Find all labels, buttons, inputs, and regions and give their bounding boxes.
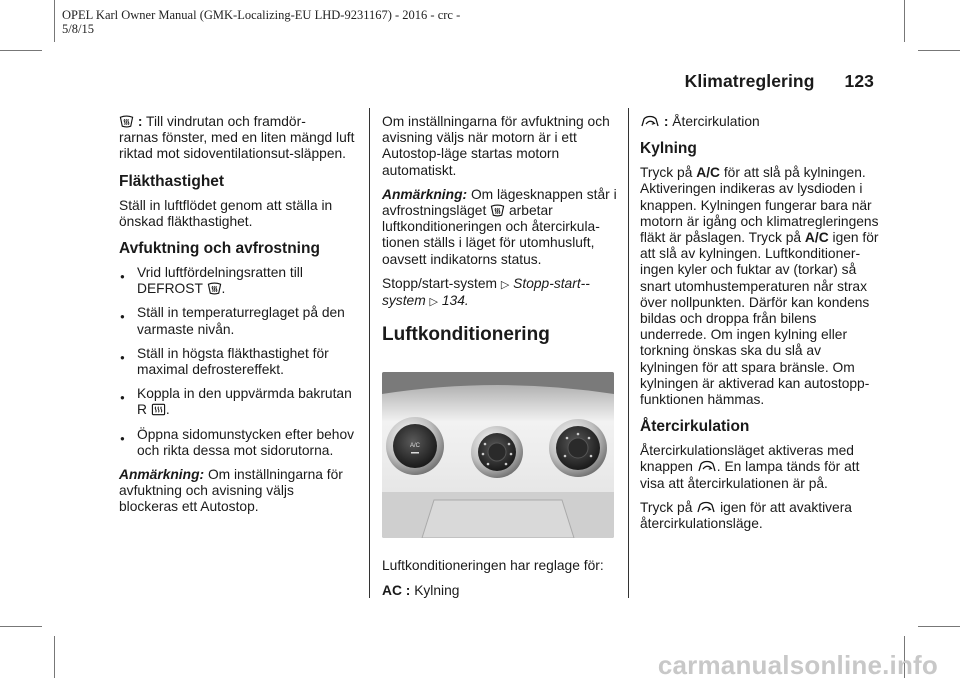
bullet: ● (120, 393, 125, 403)
recirc-text-a: Återcirkulationsläget aktiveras med knappen (640, 443, 854, 475)
crop-mark (918, 626, 960, 627)
photo-caption: Luftkonditioneringen har reglage för: (382, 558, 604, 573)
defrost-heading: Avfuktning och avfrostning (119, 240, 320, 258)
bullet-text-5: Öppna sidomunstycken efter behov och rikta dessa mot sidorutorna. (137, 426, 355, 458)
bullet: ● (120, 352, 125, 362)
list-item (119, 346, 355, 378)
fan-speed-heading: Fläkthastighet (119, 172, 225, 190)
cooling-text-2: för att slå på kylningen. Aktiveringen indikeras av lysdioden i knappen. Kylningen fungerar bara när motorn är igång och klimatregleringens fläkt är påslagen. Tryck på (640, 165, 879, 246)
recirculation-icon (696, 501, 716, 515)
ac-label: AC : (382, 583, 411, 599)
meta-line-1: OPEL Karl Owner Manual (GMK-Localizing-EU LHD-9231167) - 2016 - crc - (62, 8, 461, 22)
note-label: Anmärkning: (382, 186, 468, 202)
rear-window-heater-icon (151, 402, 166, 417)
cooling-paragraph (640, 165, 880, 408)
page-number: 123 (844, 71, 874, 91)
ac-key: A/C (696, 165, 720, 181)
crop-mark (54, 0, 55, 42)
climate-panel-illustration (382, 372, 614, 538)
note-text-b: arbetar luftkonditioneringen och återcirkula-tionen ställs i läget för utomhusluft, oavsett indikatorns status. (382, 203, 600, 267)
windscreen-paragraph: : Till vindrutan och framdör- rarnas fönster, med en liten mängd luft riktad mot sidoventilationsut-släppen. (119, 114, 355, 162)
windscreen-defrost-icon (119, 114, 134, 129)
note-paragraph (119, 467, 355, 516)
arrow-icon: ▷ (500, 278, 510, 291)
windscreen-desc-rest: rarnas fönster, med en liten mängd luft riktad mot sidoventilationsut-släppen. (119, 130, 355, 162)
bullet: ● (120, 433, 125, 443)
recirculation-off-paragraph (640, 500, 880, 532)
crop-mark (918, 50, 960, 51)
crop-mark (0, 50, 42, 51)
cooling-heading: Kylning (640, 140, 697, 158)
stop-start-link[interactable]: Stopp-start--system (382, 275, 590, 309)
fan-speed-text: Ställ in luftflödet genom att ställa in önskad fläkthastighet. (119, 197, 333, 229)
cross-reference: Stopp/start-system ▷ Stopp-start--system ▷ 134. (382, 275, 590, 309)
climate-control-photo (382, 372, 614, 538)
list-item (119, 427, 355, 459)
column-2-lower (382, 558, 618, 607)
bullet-text-4: Koppla in den uppvärmda bakrutan R (137, 386, 352, 418)
recirculation-icon (697, 460, 717, 474)
list-item: ● Vrid luftfördelningsratten till DEFROST . (120, 265, 303, 297)
arrow-icon: ▷ (429, 296, 439, 309)
page-ref-link[interactable]: 134 (441, 293, 465, 309)
note-text-a: Om lägesknappen står i avfrostningsläget (382, 186, 617, 219)
note-text: Om inställningarna för avfuktning och avisning väljs blockeras ett Autostop. (119, 467, 343, 515)
ac-button-label: A/C (409, 443, 421, 449)
meta-line-2: 5/8/15 (62, 22, 94, 36)
bullet: ● (120, 272, 125, 282)
recirc-text-c: Tryck på (640, 499, 693, 515)
defrost-steps (119, 265, 355, 459)
ac-value: Kylning (414, 583, 460, 599)
autostop-paragraph: Om inställningarna för avfuktning och avisning väljs när motorn är i ett Autostop-läge startas motorn automatiskt. (382, 114, 610, 178)
list-item (119, 305, 355, 337)
section-title: Klimatreglering (684, 71, 815, 91)
ref-text: Stopp/start-system (382, 275, 498, 291)
windscreen-defrost-icon (490, 203, 505, 218)
document-meta (62, 8, 460, 36)
recirculation-paragraph (640, 443, 880, 492)
note-paragraph (382, 187, 618, 268)
column-1 (119, 114, 355, 524)
column-divider (369, 108, 370, 598)
watermark: carmanualsonline.info (657, 650, 938, 680)
crop-mark (54, 636, 55, 678)
cooling-text-3: igen för att slå av kylningen. Luftkonditioner-ingen kyler och fuktar av (torkar) så snart utomhustemperaturen når strax över nollpunkten. Därför kan kondens bildas och droppa från bilens underrede. Om ingen kylning eller torkning önskas ska du slå av kylningen för att spara bränsle. Om kylningen är aktiverad kan autostopp-funktionen hämmas. (640, 230, 879, 408)
list-item: ● Koppla in den uppvärmda bakrutan R . (120, 386, 352, 418)
bullet-text-2: Ställ in temperaturreglaget på den varmaste nivån. (137, 305, 345, 337)
running-header (685, 71, 874, 92)
windscreen-desc-1: Till vindrutan och framdör- (146, 114, 306, 129)
column-2 (382, 114, 618, 358)
recirc-text-d: igen för att avaktivera återcirkulationsläge. (640, 499, 852, 532)
ac-heading: Luftkonditionering (382, 324, 550, 346)
windscreen-defrost-icon (207, 281, 222, 296)
ac-row (382, 583, 618, 599)
note-label: Anmärkning: (119, 467, 205, 483)
cooling-text-1: Tryck på (640, 165, 693, 181)
ac-key: A/C (804, 230, 829, 246)
recirc-label: Återcirkulation (672, 114, 760, 129)
crop-mark (904, 0, 905, 42)
bullet: ● (120, 312, 125, 322)
bullet-text-3: Ställ in högsta fläkthastighet för maximal defrostereffekt. (137, 345, 329, 378)
recirculation-heading: Återcirkulation (640, 418, 750, 436)
recirculation-icon (640, 115, 660, 129)
bullet-text-1: Vrid luftfördelningsratten till DEFROST (137, 265, 303, 297)
column-3 (640, 114, 880, 540)
recirc-row: : Återcirkulation (640, 114, 880, 130)
column-divider (628, 108, 629, 598)
recirc-text-b: . En lampa tänds för att visa att återcirkulationen är på. (640, 459, 860, 491)
crop-mark (0, 626, 42, 627)
